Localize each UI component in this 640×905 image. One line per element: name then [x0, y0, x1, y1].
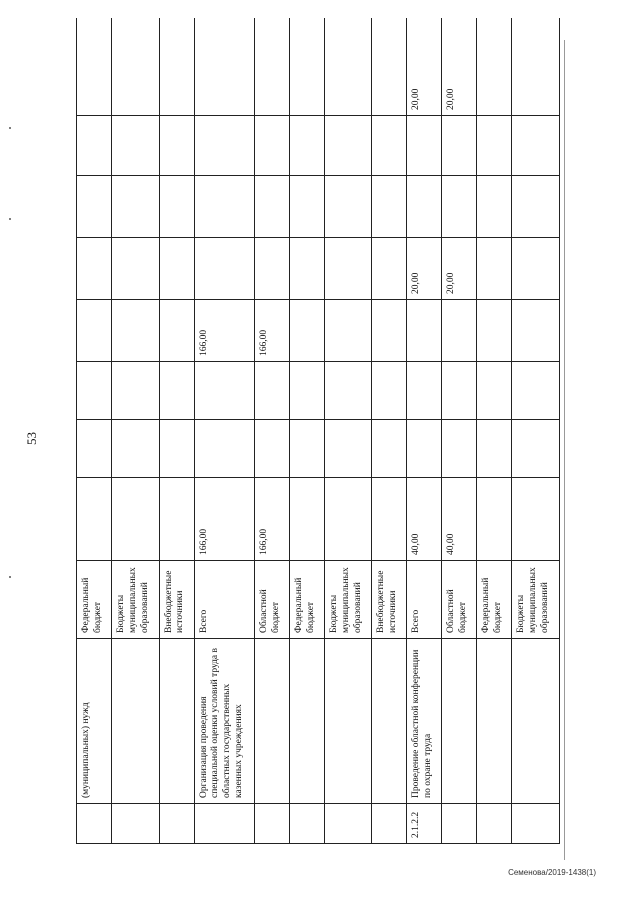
- budget-table: [76, 18, 560, 844]
- row-code-cell: [254, 804, 289, 844]
- amount-cell: [372, 238, 407, 300]
- amount-cell: 20,00: [442, 238, 477, 300]
- funding-source-cell: Федеральный бюджет: [289, 561, 324, 639]
- funding-source-cell: Федеральный бюджет: [77, 561, 112, 639]
- amount-cell: [372, 362, 407, 420]
- amount-cell: [194, 18, 254, 116]
- row-name-cell: (муниципальных) нужд: [77, 639, 112, 804]
- document-footer-code: Семенова/2019-1438(1): [508, 868, 596, 877]
- amount-cell: [159, 362, 194, 420]
- row-name-cell: [372, 639, 407, 804]
- row-name-cell: [442, 639, 477, 804]
- amount-cell: [477, 238, 512, 300]
- row-code-cell: [159, 804, 194, 844]
- table-row: [324, 18, 372, 844]
- row-name-cell: [512, 639, 560, 804]
- amount-cell: [407, 300, 442, 362]
- scan-edge-line: [564, 40, 565, 860]
- amount-cell: 40,00: [442, 478, 477, 561]
- amount-cell: [372, 116, 407, 176]
- amount-cell: [512, 300, 560, 362]
- amount-cell: [372, 478, 407, 561]
- amount-cell: [77, 362, 112, 420]
- row-code-cell: [477, 804, 512, 844]
- amount-cell: [159, 18, 194, 116]
- funding-source-cell: Бюджеты муниципальных образований: [324, 561, 372, 639]
- scan-speck: [9, 127, 11, 129]
- amount-cell: 166,00: [194, 300, 254, 362]
- amount-cell: [77, 18, 112, 116]
- amount-cell: [159, 238, 194, 300]
- amount-cell: [512, 362, 560, 420]
- amount-cell: [254, 420, 289, 478]
- amount-cell: [512, 176, 560, 238]
- amount-cell: [512, 18, 560, 116]
- funding-source-cell: Бюджеты муниципальных образований: [111, 561, 159, 639]
- row-code-cell: [324, 804, 372, 844]
- amount-cell: [512, 238, 560, 300]
- amount-cell: 20,00: [407, 238, 442, 300]
- amount-cell: [111, 420, 159, 478]
- table-row: [477, 18, 512, 844]
- amount-cell: [324, 176, 372, 238]
- amount-cell: [324, 18, 372, 116]
- amount-cell: [77, 478, 112, 561]
- row-code-cell: 2.1.2.2: [407, 804, 442, 844]
- row-name-cell: [477, 639, 512, 804]
- page-number: 53: [24, 432, 39, 445]
- funding-source-cell: Внебюджетные источники: [159, 561, 194, 639]
- row-name-cell: Организация проведения специальной оценки условий труда в областных государственных казенных учреждениях: [194, 639, 254, 804]
- amount-cell: [77, 300, 112, 362]
- amount-cell: [289, 18, 324, 116]
- table-row: [442, 18, 477, 844]
- amount-cell: [324, 362, 372, 420]
- amount-cell: [324, 300, 372, 362]
- amount-cell: [512, 420, 560, 478]
- amount-cell: [477, 362, 512, 420]
- amount-cell: [194, 362, 254, 420]
- amount-cell: [77, 116, 112, 176]
- row-name-cell: [159, 639, 194, 804]
- amount-cell: 166,00: [254, 478, 289, 561]
- amount-cell: [111, 300, 159, 362]
- amount-cell: [111, 478, 159, 561]
- table-row: [372, 18, 407, 844]
- amount-cell: [407, 176, 442, 238]
- amount-cell: 166,00: [254, 300, 289, 362]
- amount-cell: [512, 478, 560, 561]
- row-code-cell: [442, 804, 477, 844]
- row-code-cell: [77, 804, 112, 844]
- amount-cell: [77, 176, 112, 238]
- funding-source-cell: Федеральный бюджет: [477, 561, 512, 639]
- amount-cell: [289, 238, 324, 300]
- amount-cell: [194, 420, 254, 478]
- amount-cell: [77, 238, 112, 300]
- scan-speck: [9, 218, 11, 220]
- amount-cell: [442, 116, 477, 176]
- amount-cell: [111, 362, 159, 420]
- row-name-cell: [289, 639, 324, 804]
- funding-source-cell: Областной бюджет: [442, 561, 477, 639]
- amount-cell: [442, 176, 477, 238]
- amount-cell: [289, 420, 324, 478]
- funding-source-cell: Бюджеты муниципальных образований: [512, 561, 560, 639]
- row-code-cell: [194, 804, 254, 844]
- amount-cell: [77, 420, 112, 478]
- amount-cell: [289, 478, 324, 561]
- row-name-cell: [111, 639, 159, 804]
- amount-cell: [111, 116, 159, 176]
- amount-cell: [442, 300, 477, 362]
- table-row: [111, 18, 159, 844]
- row-code-cell: [289, 804, 324, 844]
- amount-cell: [324, 116, 372, 176]
- row-name-cell: [254, 639, 289, 804]
- table-row: [289, 18, 324, 844]
- amount-cell: [512, 116, 560, 176]
- amount-cell: 20,00: [407, 18, 442, 116]
- rotated-table-container: [76, 18, 560, 844]
- amount-cell: [372, 176, 407, 238]
- amount-cell: [372, 420, 407, 478]
- amount-cell: [442, 362, 477, 420]
- amount-cell: [407, 420, 442, 478]
- amount-cell: [372, 300, 407, 362]
- amount-cell: [324, 238, 372, 300]
- amount-cell: [159, 176, 194, 238]
- amount-cell: [407, 116, 442, 176]
- table-row: [194, 18, 254, 844]
- row-name-cell: Проведение областной конференции по охране труда: [407, 639, 442, 804]
- row-name-cell: [324, 639, 372, 804]
- amount-cell: 166,00: [194, 478, 254, 561]
- row-code-cell: [111, 804, 159, 844]
- amount-cell: [111, 176, 159, 238]
- amount-cell: [254, 116, 289, 176]
- amount-cell: 20,00: [442, 18, 477, 116]
- amount-cell: [159, 420, 194, 478]
- amount-cell: [477, 300, 512, 362]
- amount-cell: [477, 478, 512, 561]
- amount-cell: [289, 300, 324, 362]
- amount-cell: [372, 18, 407, 116]
- table-row: [512, 18, 560, 844]
- amount-cell: 40,00: [407, 478, 442, 561]
- amount-cell: [254, 176, 289, 238]
- amount-cell: [324, 478, 372, 561]
- scan-speck: [9, 576, 11, 578]
- table-row: [159, 18, 194, 844]
- amount-cell: [477, 420, 512, 478]
- funding-source-cell: Внебюджетные источники: [372, 561, 407, 639]
- funding-source-cell: Областной бюджет: [254, 561, 289, 639]
- amount-cell: [289, 116, 324, 176]
- amount-cell: [254, 18, 289, 116]
- amount-cell: [159, 300, 194, 362]
- amount-cell: [477, 18, 512, 116]
- amount-cell: [254, 362, 289, 420]
- amount-cell: [194, 116, 254, 176]
- row-code-cell: [372, 804, 407, 844]
- amount-cell: [194, 176, 254, 238]
- table-row: [77, 18, 112, 844]
- table-row: [254, 18, 289, 844]
- amount-cell: [289, 176, 324, 238]
- amount-cell: [194, 238, 254, 300]
- row-code-cell: [512, 804, 560, 844]
- amount-cell: [289, 362, 324, 420]
- funding-source-cell: Всего: [407, 561, 442, 639]
- amount-cell: [159, 478, 194, 561]
- funding-source-cell: Всего: [194, 561, 254, 639]
- amount-cell: [477, 176, 512, 238]
- amount-cell: [324, 420, 372, 478]
- table-row: [407, 18, 442, 844]
- amount-cell: [159, 116, 194, 176]
- amount-cell: [111, 18, 159, 116]
- amount-cell: [254, 238, 289, 300]
- amount-cell: [442, 420, 477, 478]
- amount-cell: [477, 116, 512, 176]
- amount-cell: [111, 238, 159, 300]
- amount-cell: [407, 362, 442, 420]
